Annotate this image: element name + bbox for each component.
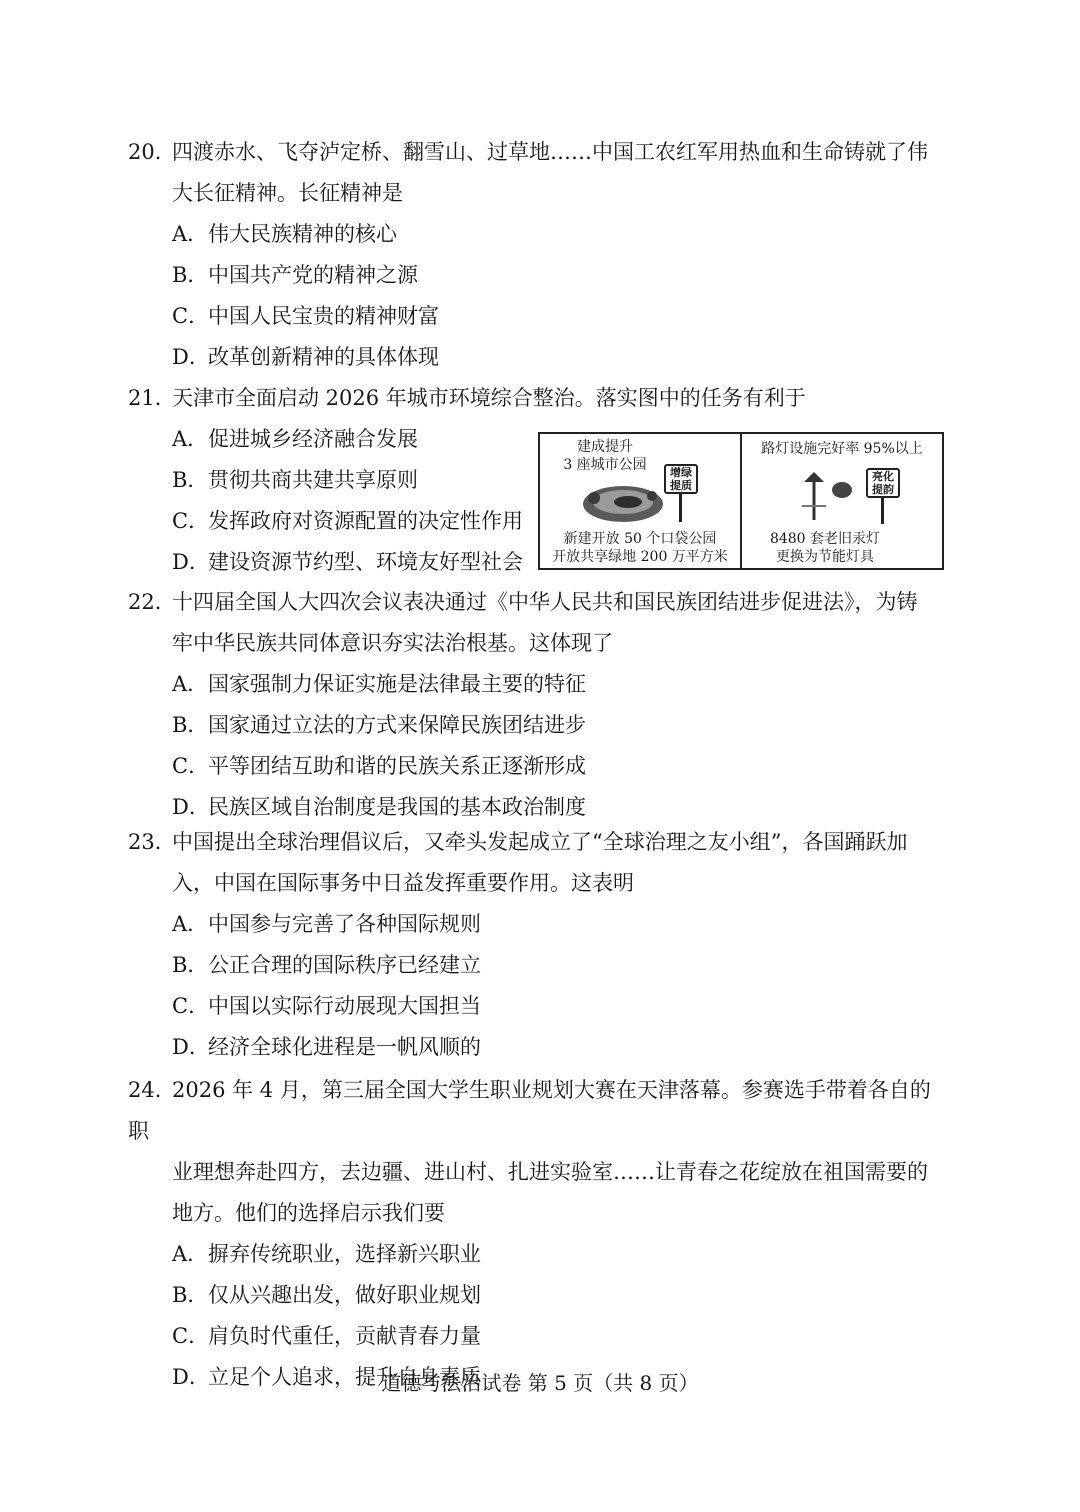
question-stem: 23．中国提出全球治理倡议后，又牵头发起成立了“全球治理之友小组”，各国踊跃加 入，中国在国际事务中日益发挥重要作用。这表明 <box>128 822 948 904</box>
option-d: D．立足个人追求，提升自身素质 <box>172 1365 481 1389</box>
option-a: A．伟大民族精神的核心 <box>172 222 397 246</box>
question-24 <box>128 1070 948 1398</box>
question-number: 24． <box>128 1078 176 1102</box>
option-a: A．中国参与完善了各种国际规则 <box>172 912 481 936</box>
option-d: D．建设资源节约型、环境友好型社会 <box>172 550 523 574</box>
question-20 <box>128 132 948 378</box>
sign-board: 亮化提韵 <box>866 468 900 498</box>
option-c: C．肩负时代重任，贡献青春力量 <box>172 1324 481 1348</box>
question-number: 22． <box>128 590 176 614</box>
question-stem: 24．2026 年 4 月，第三届全国大学生职业规划大赛在天津落幕。参赛选手带着各自的职 业理想奔赴四方，去边疆、进山村、扎进实验室……让青春之花绽放在祖国需要的 地方。他们的选择启示我们要 <box>128 1070 948 1234</box>
park-illustration-icon <box>580 478 666 524</box>
question-22 <box>128 582 948 828</box>
option-a: A．摒弃传统职业，选择新兴职业 <box>172 1242 481 1266</box>
option-a: A．促进城乡经济融合发展 <box>172 427 418 451</box>
option-a: A．国家强制力保证实施是法律最主要的特征 <box>172 672 586 696</box>
option-c: C．中国人民宝贵的精神财富 <box>172 304 439 328</box>
option-c: C．发挥政府对资源配置的决定性作用 <box>172 509 523 533</box>
question-stem: 21．天津市全面启动 2026 年城市环境综合整治。落实图中的任务有利于 <box>128 378 948 419</box>
park-panel <box>540 434 740 568</box>
question-number: 20． <box>128 140 176 164</box>
option-b: B．仅从兴趣出发，做好职业规划 <box>172 1283 481 1307</box>
question-stem: 20．四渡赤水、飞夺泸定桥、翻雪山、过草地……中国工农红军用热血和生命铸就了伟 大长征精神。长征精神是 <box>128 132 948 214</box>
option-b: B．贯彻共商共建共享原则 <box>172 468 418 492</box>
option-d: D．经济全球化进程是一帆风顺的 <box>172 1035 481 1059</box>
city-renovation-figure <box>538 432 944 570</box>
streetlight-icon <box>794 466 854 522</box>
option-c: C．平等团结互助和谐的民族关系正逐渐形成 <box>172 754 586 778</box>
option-d: D．改革创新精神的具体体现 <box>172 345 439 369</box>
option-c: C．中国以实际行动展现大国担当 <box>172 994 481 1018</box>
streetlight-panel-title: 路灯设施完好率 95%以上 <box>761 441 923 457</box>
streetlight-panel-caption: 8480 套老旧汞灯 更换为节能灯具 <box>769 531 881 565</box>
option-b: B．国家通过立法的方式来保障民族团结进步 <box>172 713 586 737</box>
option-b: B．公正合理的国际秩序已经建立 <box>172 953 481 977</box>
option-b: B．中国共产党的精神之源 <box>172 263 418 287</box>
park-panel-caption: 新建开放 50 个口袋公园 开放共享绿地 200 万平方米 <box>552 531 728 565</box>
page-footer: 道德与法治试卷 第 5 页（共 8 页） <box>381 1371 699 1395</box>
option-d: D．民族区域自治制度是我国的基本政治制度 <box>172 795 586 819</box>
park-panel-title: 建成提升 3 座城市公园 <box>563 439 647 473</box>
question-23 <box>128 822 948 1068</box>
sign-pole <box>679 492 682 522</box>
question-stem: 22．十四届全国人大四次会议表决通过《中华人民共和国民族团结进步促进法》，为铸 牢中华民族共同体意识夯实法治根基。这体现了 <box>128 582 948 664</box>
question-number: 23． <box>128 830 176 854</box>
sign-pole <box>881 496 884 524</box>
streetlight-panel <box>740 434 942 568</box>
question-number: 21． <box>128 386 176 410</box>
sign-board: 增绿提质 <box>664 464 698 494</box>
